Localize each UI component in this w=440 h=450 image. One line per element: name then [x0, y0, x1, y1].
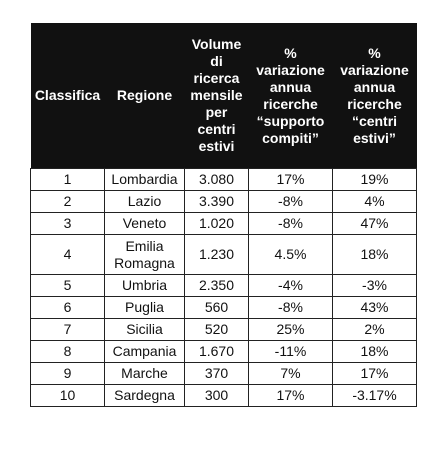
volume-cell: 370 [185, 363, 249, 385]
volume-cell: 3.390 [185, 191, 249, 213]
region-cell: Veneto [105, 213, 185, 235]
rank-cell: 6 [31, 297, 105, 319]
header-volume-ricerca [185, 23, 249, 169]
header-regione-label: Regione [116, 87, 173, 103]
variation-summer-camps-cell: 18% [333, 235, 417, 275]
volume-cell: 300 [185, 385, 249, 407]
variation-homework-cell: -8% [249, 297, 333, 319]
region-cell: Puglia [105, 297, 185, 319]
table-row [31, 363, 417, 385]
variation-summer-camps-cell: 2% [333, 319, 417, 341]
variation-summer-camps-cell: 4% [333, 191, 417, 213]
volume-cell: 3.080 [185, 169, 249, 191]
variation-summer-camps-cell: 19% [333, 169, 417, 191]
variation-homework-cell: -11% [249, 341, 333, 363]
region-cell: Emilia Romagna [105, 235, 185, 275]
variation-summer-camps-cell: 43% [333, 297, 417, 319]
header-classifica [31, 23, 105, 169]
header-regione [105, 23, 185, 169]
region-cell: Marche [105, 363, 185, 385]
region-cell: Campania [105, 341, 185, 363]
rank-cell: 7 [31, 319, 105, 341]
variation-summer-camps-cell: 18% [333, 341, 417, 363]
table-row [31, 169, 417, 191]
table-row [31, 191, 417, 213]
volume-cell: 1.230 [185, 235, 249, 275]
table-row [31, 341, 417, 363]
region-cell: Umbria [105, 275, 185, 297]
ranking-table-container [30, 23, 416, 426]
table-row [31, 319, 417, 341]
region-cell: Sardegna [105, 385, 185, 407]
volume-cell: 1.020 [185, 213, 249, 235]
header-volume-ricerca-label: Volume di ricerca mensile per centri estivi [190, 36, 243, 154]
variation-homework-cell: -8% [249, 191, 333, 213]
header-variazione-supporto-compiti [249, 23, 333, 169]
rank-cell: 9 [31, 363, 105, 385]
ranking-table [30, 23, 417, 407]
variation-homework-cell: 17% [249, 169, 333, 191]
variation-homework-cell: -4% [249, 275, 333, 297]
region-cell: Lazio [105, 191, 185, 213]
variation-homework-cell: 7% [249, 363, 333, 385]
variation-homework-cell: -8% [249, 213, 333, 235]
table-header [31, 23, 417, 169]
variation-summer-camps-cell: 17% [333, 363, 417, 385]
header-variazione-centri-estivi [333, 23, 417, 169]
table-row [31, 275, 417, 297]
table-row [31, 297, 417, 319]
variation-homework-cell: 25% [249, 319, 333, 341]
table-row [31, 385, 417, 407]
rank-cell: 1 [31, 169, 105, 191]
header-variazione-supporto-compiti-label: % variazione annua ricerche “supporto compiti” [256, 44, 325, 146]
header-variazione-centri-estivi-label: % variazione annua ricerche “centri estivi” [340, 44, 409, 146]
rank-cell: 8 [31, 341, 105, 363]
rank-cell: 4 [31, 235, 105, 275]
header-row [31, 23, 417, 169]
variation-homework-cell: 17% [249, 385, 333, 407]
table-row [31, 235, 417, 275]
volume-cell: 2.350 [185, 275, 249, 297]
volume-cell: 560 [185, 297, 249, 319]
rank-cell: 5 [31, 275, 105, 297]
rank-cell: 3 [31, 213, 105, 235]
region-cell: Sicilia [105, 319, 185, 341]
table-body [31, 169, 417, 407]
volume-cell: 1.670 [185, 341, 249, 363]
rank-cell: 10 [31, 385, 105, 407]
variation-summer-camps-cell: 47% [333, 213, 417, 235]
rank-cell: 2 [31, 191, 105, 213]
variation-homework-cell: 4.5% [249, 235, 333, 275]
variation-summer-camps-cell: -3.17% [333, 385, 417, 407]
header-classifica-label: Classifica [34, 87, 101, 103]
table-row [31, 213, 417, 235]
volume-cell: 520 [185, 319, 249, 341]
variation-summer-camps-cell: -3% [333, 275, 417, 297]
region-cell: Lombardia [105, 169, 185, 191]
